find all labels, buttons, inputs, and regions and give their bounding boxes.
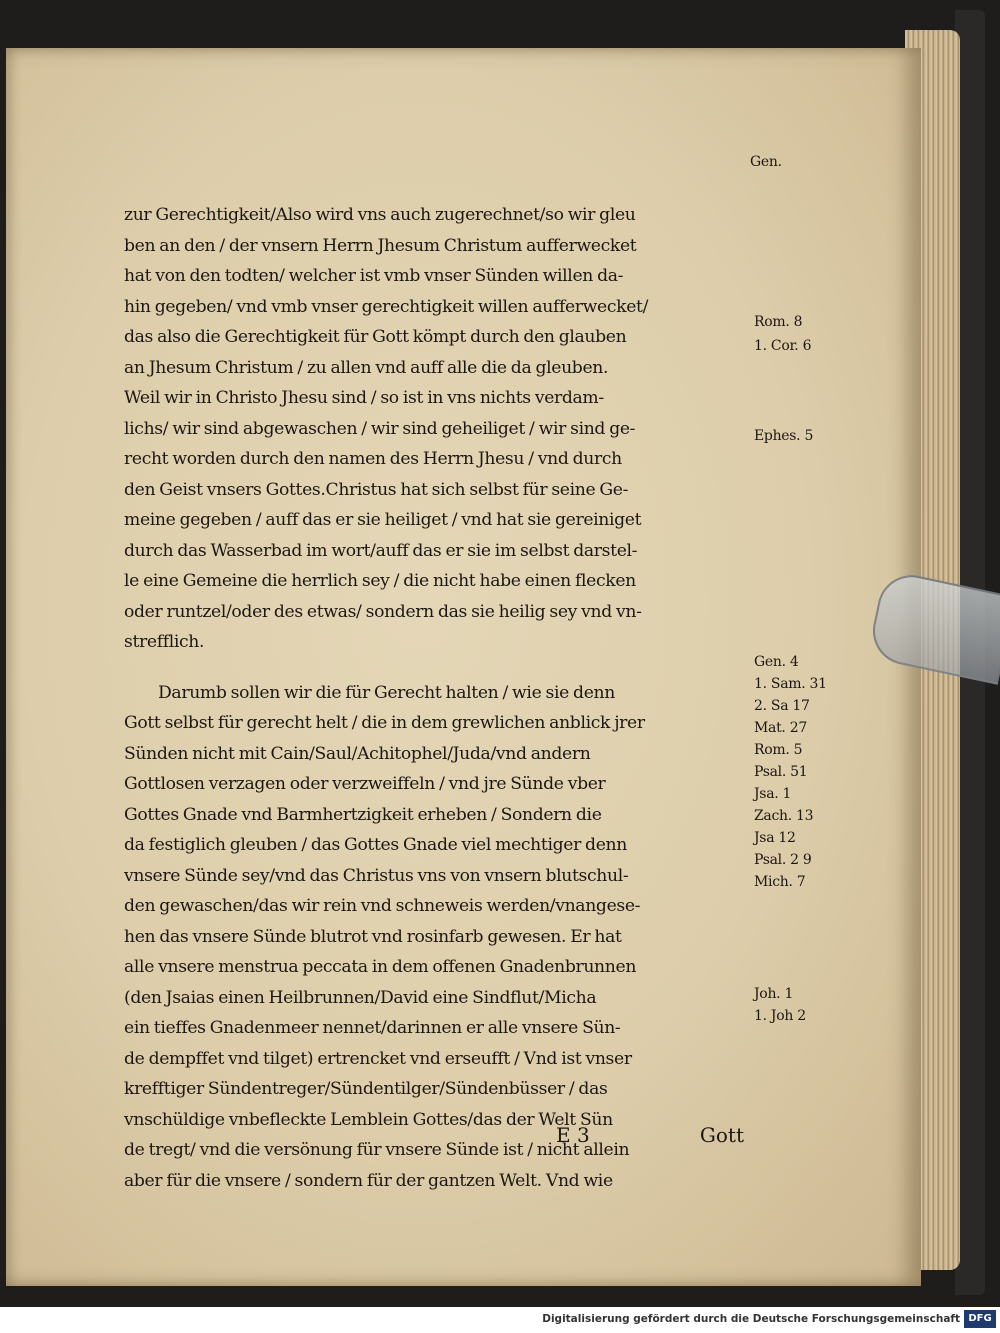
text-line: da festiglich gleuben / das Gottes Gnade viel mechtiger denn (124, 835, 627, 855)
margin-note-sa17: 2. Sa 17 (754, 698, 810, 714)
margin-note-joh1: Joh. 1 (754, 986, 794, 1002)
text-line: Gott selbst für gerecht helt / die in dem grewlichen anblick jrer (124, 713, 645, 733)
margin-note-sam31: 1. Sam. 31 (754, 676, 827, 692)
margin-note-rom8: Rom. 8 (754, 314, 803, 330)
text-line: hat von den todten/ welcher ist vmb vnser Sünden willen da- (124, 266, 624, 286)
margin-note-gen4: Gen. 4 (754, 654, 799, 670)
margin-note-joh2: 1. Joh 2 (754, 1008, 806, 1024)
text-line: an Jhesum Christum / zu allen vnd auff alle die da gleuben. (124, 357, 609, 378)
text-line: aber für die vnsere / sondern für der gantzen Welt. Vnd wie (124, 1170, 613, 1191)
digitization-footer (0, 1307, 1000, 1333)
margin-note-zach13: Zach. 13 (754, 808, 814, 824)
text-line: meine gegeben / auff das er sie heiliget / vnd hat sie gereiniget (124, 510, 642, 530)
text-line: durch das Wasserbad im wort/auff das er sie im selbst darstel- (124, 540, 638, 561)
text-line: alle vnsere menstrua peccata in dem offenen Gnadenbrunnen (124, 957, 637, 977)
text-line: strefflich. (124, 632, 205, 652)
text-line: ben an den / der vnsern Herrn Jhesum Christum aufferwecket (124, 235, 637, 256)
paragraph-gap (124, 658, 749, 678)
text-line: oder runtzel/oder des etwas/ sondern das sie heilig sey vnd vn- (124, 601, 642, 622)
text-line: das also die Gerechtigkeit für Gott kömpt durch den glauben (124, 327, 627, 347)
text-line: Gottlosen verzagen oder verzweiffeln / vnd jre Sünde vber (124, 774, 606, 794)
text-line: Gottes Gnade vnd Barmhertzigkeit erheben / Sondern die (124, 804, 602, 825)
text-line: Sünden nicht mit Cain/Saul/Achitophel/Juda/vnd andern (124, 743, 591, 764)
margin-note-psal29: Psal. 2 9 (754, 852, 812, 868)
margin-note-isa1: Jsa. 1 (754, 786, 792, 802)
text-line: zur Gerechtigkeit/Also wird vns auch zugerechnet/so wir gleu (124, 205, 636, 225)
book-page (6, 48, 921, 1286)
text-line: Weil wir in Christo Jhesu sind / so ist in vns nichts verdam- (124, 388, 604, 408)
text-line: lichs/ wir sind abgewaschen / wir sind geheiliget / wir sind ge- (124, 418, 636, 439)
text-line: Darumb sollen wir die für Gerecht halten / wie sie denn (158, 682, 615, 703)
text-line: (den Jsaias einen Heilbrunnen/David eine Sindflut/Micha (124, 987, 597, 1008)
dfg-logo: DFG (964, 1310, 996, 1328)
margin-note-isa12: Jsa 12 (754, 830, 796, 846)
margin-note-mat27: Mat. 27 (754, 720, 807, 736)
margin-note-gen: Gen. (750, 154, 782, 170)
catchword: Gott (699, 1123, 744, 1147)
text-line: le eine Gemeine die herrlich sey / die nicht habe einen flecken (124, 571, 636, 591)
margin-note-ephes5: Ephes. 5 (754, 428, 814, 444)
text-line: krefftiger Sündentreger/Sündentilger/Sündenbüsser / das (124, 1079, 608, 1099)
funding-credit: Digitalisierung gefördert durch die Deutsche Forschungsgemeinschaft (542, 1313, 960, 1325)
text-line: hen das vnsere Sünde blutrot vnd rosinfarb gewesen. Er hat (124, 926, 622, 947)
margin-note-psal51: Psal. 51 (754, 764, 808, 780)
margin-note-cor6: 1. Cor. 6 (754, 338, 812, 354)
text-line: vnschüldige vnbefleckte Lemblein Gottes/das der Welt Sün (124, 1109, 613, 1130)
margin-note-rom5: Rom. 5 (754, 742, 803, 758)
paragraph-1 (124, 200, 749, 658)
text-line: ein tieffes Gnadenmeer nennet/darinnen er alle vnsere Sün- (124, 1018, 621, 1038)
signature-mark: E 3 (556, 1123, 590, 1147)
main-text-block (124, 200, 749, 1196)
text-line: den gewaschen/das wir rein vnd schneweis werden/vnangese- (124, 896, 641, 916)
page-footer (124, 1123, 744, 1157)
text-line: hin gegeben/ vnd vmb vnser gerechtigkeit willen aufferwecket/ (124, 296, 649, 317)
margin-note-mich7: Mich. 7 (754, 874, 806, 890)
text-line: de dempffet vnd tilget) ertrencket vnd erseufft / Vnd ist vnser (124, 1048, 632, 1069)
text-line: den Geist vnsers Gottes.Christus hat sich selbst für seine Ge- (124, 479, 629, 500)
text-line: de tregt/ vnd die versönung für vnsere Sünde ist / nicht allein (124, 1140, 630, 1160)
text-line: recht worden durch den namen des Herrn Jhesu / vnd durch (124, 449, 622, 469)
text-line: vnsere Sünde sey/vnd das Christus vns von vnsern blutschul- (124, 865, 629, 886)
paragraph-2 (124, 678, 749, 1197)
